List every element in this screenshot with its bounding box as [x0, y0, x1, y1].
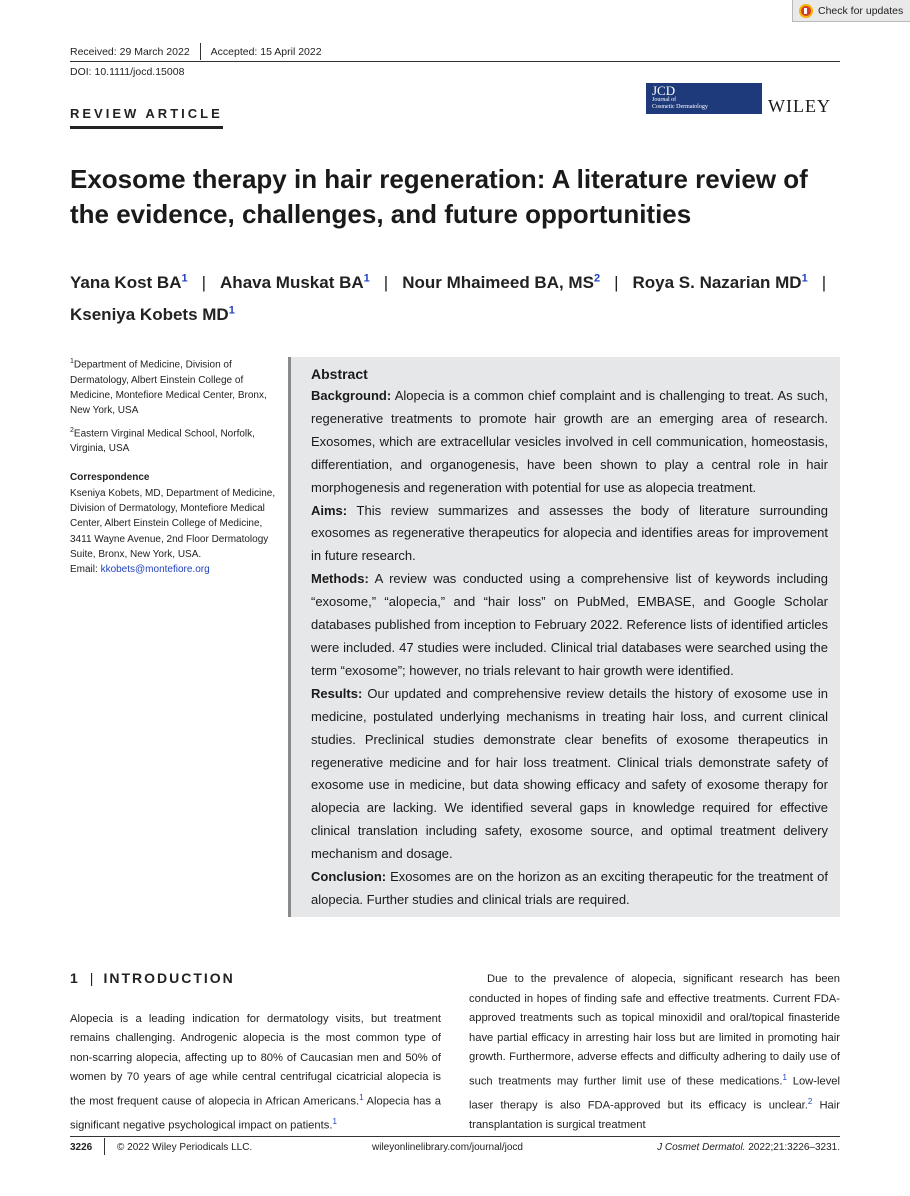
affiliation: $^1$Department of Medicine, Division of Dermatology, Albert Einstein College of Medicine, Montefiore Medical Center, Bronx, New York, USA: [70, 358, 267, 417]
author-affiliation-ref[interactable]: 1: [181, 272, 188, 284]
author-affiliation-ref[interactable]: 1: [363, 272, 370, 284]
email-link[interactable]: kkobets@montefiore.org: [100, 564, 210, 576]
abstract-box: [288, 357, 840, 917]
journal-url[interactable]: wileyonlinelibrary.com/journal/jocd: [372, 1142, 523, 1153]
abstract-aims: Aims: This review summarizes and assesses the body of literature surrounding exosomes as regenerative therapeutics for alopecia and identifies areas for improvement in future research.: [311, 502, 828, 564]
citation-ref[interactable]: 1: [332, 1116, 337, 1126]
author-name: Kseniya Kobets MD: [70, 305, 229, 325]
author-separator: |: [821, 272, 827, 292]
journal-name: J Cosmet Dermatol.: [657, 1142, 746, 1153]
accepted-date: Accepted: 15 April 2022: [210, 45, 322, 58]
abstract-results: Results: Our updated and comprehensive review details the history of exosome use in medicine, postulated underlying mechanisms in treating hair loss, and current clinical studies. Preclinical studies demonstrate clear benefits of exosome therapeutics in regenerative medicine and for hair loss treatment. Clinical trials demonstrate safety of exosome use in medicine, but data showing efficacy and safety of exosome therapy for alopecia are lacking. We identified several gaps in knowledge required for effective clinical translation including safety, exosome source, and optimal treatment delivery mechanism and dosage.: [311, 685, 828, 862]
intro-right-column: [469, 970, 840, 1135]
journal-logo-abbr: JCD: [652, 83, 676, 98]
article-dates: [70, 43, 322, 60]
author-separator: |: [383, 272, 389, 292]
article-title: Exosome therapy in hair regeneration: A literature review of the evidence, challenges, and future opportunities: [70, 164, 808, 229]
author[interactable]: [632, 273, 807, 292]
author-name: Roya S. Nazarian MD: [632, 272, 802, 292]
page-number: 3226: [70, 1142, 93, 1153]
author-name: Ahava Muskat BA: [220, 272, 364, 292]
citation: [657, 1142, 840, 1153]
journal-logo-name-1: Journal of: [652, 97, 677, 103]
intro-left-column: [70, 1010, 441, 1136]
email-label: Email:: [70, 564, 101, 576]
abstract-methods: Methods: A review was conducted using a comprehensive list of keywords including “exosome,” “alopecia,” and “hair loss” on PubMed, EMBASE, and Google Scholar databases published from inception to February 2022. Reference lists of identified articles were included. 47 studies were included. Clinical trial databases were searched using the term “exosome”; however, no trials relevant to hair growth were identified.: [311, 571, 828, 678]
correspondence-text: Kseniya Kobets, MD, Department of Medicine, Division of Dermatology, Montefiore Medical Center, Albert Einstein College of Medicine, 3411 Wayne Avenue, 2nd Floor Dermatology Suite, Bronx, New York, USA. Email: kkobets@montefiore.org: [70, 487, 276, 576]
meta-divider: [200, 43, 201, 60]
author[interactable]: [70, 273, 188, 292]
citation-details: 2022;21:3226–3231.: [745, 1142, 840, 1153]
author-separator: |: [201, 272, 207, 292]
author-separator: |: [614, 272, 619, 292]
section-title: INTRODUCTION: [103, 970, 235, 986]
author-name: Nour Mhaimeed BA, MS: [402, 272, 594, 292]
abstract-background: Background: Alopecia is a common chief complaint and is challenging to treat. As such, regenerative treatments to promote hair growth are an emerging area of research. Exosomes, which are extracellular vesicles involved in cell communication, homeostasis, differentiation, and organogenesis, have been shown to play a central role in hair morphogenesis and regeneration with potential for use as alopecia treatment.: [311, 388, 828, 495]
footer-rule: [70, 1136, 840, 1137]
affiliations-panel: [70, 354, 280, 582]
author[interactable]: [220, 273, 370, 292]
copyright: © 2022 Wiley Periodicals LLC.: [117, 1142, 253, 1153]
check-for-updates-button[interactable]: [792, 0, 910, 22]
author[interactable]: [70, 305, 235, 324]
intro-paragraph: Due to the prevalence of alopecia, significant research has been conducted in hopes of finding safe and effective treatments. Current FDA-approved treatments such as topical minoxidil and oral/topical finasteride have partial efficacy in arresting hair loss but are limited in promoting hair growth. Furthermore, adverse effects and difficulty adhering to daily use of such treatments may further limit use of these medications.$^1$ Low-level laser therapy is also FDA-approved but its efficacy is unclear.$^2$ Hair transplantation is surgical treatment: [469, 973, 840, 1131]
section-heading: [70, 970, 235, 986]
intro-paragraph: Alopecia is a leading indication for dermatology visits, but treatment remains challenging. Androgenic alopecia is the most common type of non-scarring alopecia, affecting up to 80% of Caucasian men and 50% of women by 70 years of age while central centrifugal cicatricial alopecia is the most frequent cause of alopecia in African Americans.$^1$ Alopecia has a significant negative psychological impact on patients.$^1$: [70, 1013, 441, 1132]
section-number: 1: [70, 970, 80, 986]
citation-ref[interactable]: 2: [807, 1096, 813, 1106]
author-affiliation-ref[interactable]: 2: [593, 272, 601, 284]
author-affiliation-ref[interactable]: 1: [228, 304, 235, 317]
affiliation: $^2$Eastern Virginal Medical School, Norfolk, Virginia, USA: [70, 426, 255, 455]
correspondence-title: Correspondence: [70, 472, 150, 484]
received-date: Received: 29 March 2022: [70, 45, 190, 58]
header-rule: [70, 61, 840, 62]
author-name: Yana Kost BA: [70, 272, 182, 292]
article-type: REVIEW ARTICLE: [70, 106, 223, 129]
footer-divider: [104, 1138, 105, 1155]
citation-ref[interactable]: 1: [782, 1072, 787, 1082]
author-list: [70, 264, 850, 329]
journal-logo-name-2: Cosmetic Dermatology: [652, 104, 708, 110]
doi: DOI: 10.1111/jocd.15008: [70, 66, 185, 78]
journal-logo[interactable]: [646, 83, 762, 114]
publisher-logo[interactable]: WILEY: [768, 96, 831, 116]
abstract-conclusion: Conclusion: Exosomes are on the horizon as an exciting therapeutic for the treatment of alopecia. Further studies and clinical trials are required.: [311, 869, 828, 907]
abstract-heading: Abstract: [311, 366, 368, 382]
author[interactable]: [402, 273, 600, 292]
citation-ref[interactable]: 1: [359, 1092, 364, 1102]
check-updates-icon: [799, 4, 813, 18]
section-separator: |: [89, 970, 94, 986]
check-updates-label: Check for updates: [818, 4, 904, 17]
author-affiliation-ref[interactable]: 1: [801, 272, 808, 284]
